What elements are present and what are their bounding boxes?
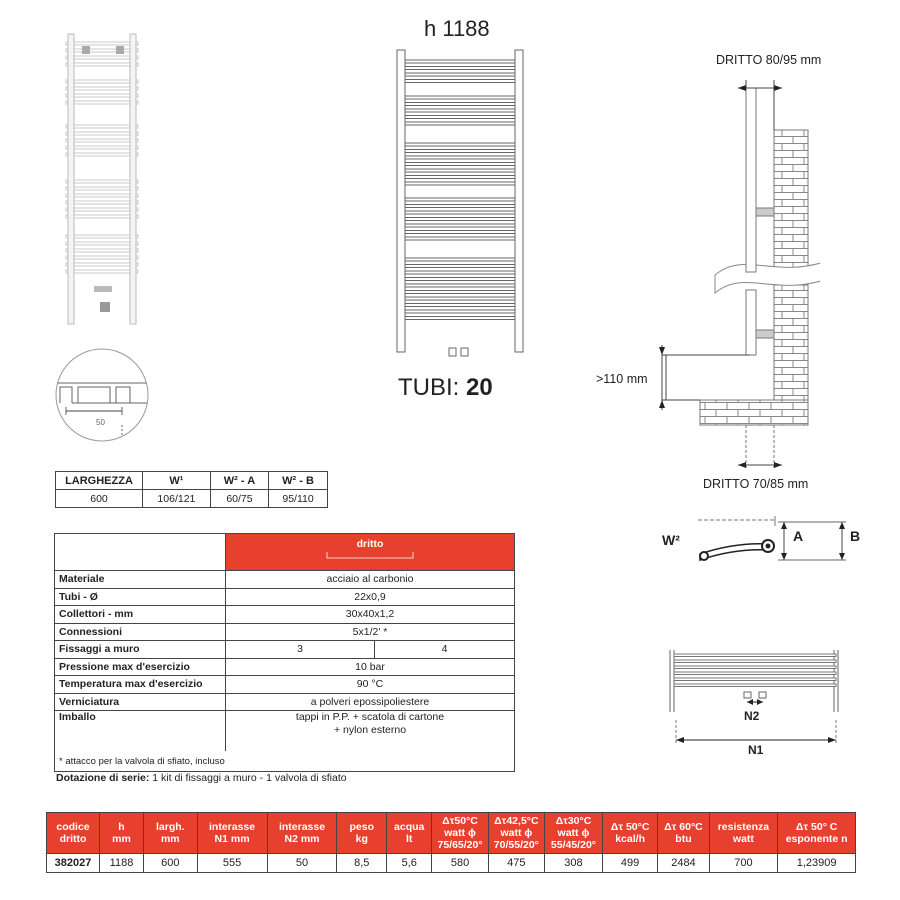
radiator-tube <box>405 297 515 300</box>
side-bottom-label: DRITTO 70/85 mm <box>703 477 809 491</box>
data-column-header-line: interasse <box>278 821 326 833</box>
data-column-header-line: acqua <box>394 821 425 833</box>
radiator-photo <box>60 30 150 330</box>
spec-value-line: + nylon esterno <box>333 724 407 736</box>
dims-cell: 106/121 <box>143 490 211 508</box>
data-column-header-line: Δτ42,5°C <box>494 815 539 827</box>
data-column-header-line: Δτ 60°C <box>664 821 703 833</box>
distance-label: >110 mm <box>596 372 648 386</box>
radiator-tube <box>405 198 515 201</box>
data-cell: 580 <box>432 854 488 873</box>
radiator-tube <box>66 87 138 90</box>
data-cell: 499 <box>602 854 657 873</box>
data-column-header-line: Δτ50°C <box>442 815 478 827</box>
dimensions-table <box>55 471 328 508</box>
data-column-header <box>602 813 657 854</box>
specs-header <box>226 534 515 571</box>
data-column-header <box>100 813 144 854</box>
spec-value: 90 °C <box>226 676 515 694</box>
radiator-tube <box>405 310 515 313</box>
data-column-header-line: 55/45/20° <box>550 839 596 851</box>
data-column-header-line: 70/55/20° <box>493 839 539 851</box>
radiator-tube <box>405 317 515 320</box>
spec-value-line: tappi in P.P. + scatola di cartone <box>295 711 445 723</box>
data-column-header <box>337 813 387 854</box>
data-column-header-line: watt ɸ <box>500 827 533 839</box>
data-column-header-line: mm <box>112 833 131 845</box>
data-cell: 382027 <box>47 854 100 873</box>
radiator-tube <box>66 153 138 156</box>
data-column-header <box>197 813 267 854</box>
data-cell: 1188 <box>100 854 144 873</box>
radiator-tube <box>66 132 138 135</box>
radiator-tube <box>405 304 515 307</box>
data-column-header-line: largh. <box>155 821 185 833</box>
data-cell: 600 <box>143 854 197 873</box>
data-cell: 700 <box>709 854 778 873</box>
radiator-tube <box>66 242 138 245</box>
radiator-tube <box>66 215 138 218</box>
n2-label: N2 <box>744 709 760 723</box>
side-section-diagram <box>650 80 820 475</box>
data-column-header-line: N2 mm <box>284 833 320 845</box>
radiator-tube <box>66 208 138 211</box>
radiator-tube <box>405 291 515 294</box>
data-cell: 8,5 <box>337 854 387 873</box>
data-column-header-line: watt ɸ <box>557 827 590 839</box>
radiator-tube <box>66 270 138 273</box>
spec-value: 3 <box>226 641 375 659</box>
radiator-tube <box>405 67 515 70</box>
tubes-label <box>398 374 493 402</box>
detail-circle <box>52 345 152 445</box>
radiator-tube <box>66 201 138 204</box>
side-top-label: DRITTO 80/95 mm <box>716 53 822 67</box>
w2-a-label: A <box>793 528 804 544</box>
radiator-tube <box>405 218 515 221</box>
radiator-tube <box>405 163 515 166</box>
dotazione-label: Dotazione di serie: <box>56 772 150 784</box>
radiator-tube <box>66 235 138 238</box>
data-cell: 5,6 <box>387 854 432 873</box>
radiator-tube <box>674 654 836 657</box>
spec-label: Materiale <box>55 571 226 589</box>
data-column-header <box>778 813 856 854</box>
data-column-header-line: kg <box>355 833 368 845</box>
dims-header: W² - B <box>269 472 328 490</box>
radiator-tube <box>405 156 515 159</box>
data-column-header-line: Δτ 50° C <box>795 821 838 833</box>
radiator-tube <box>405 60 515 63</box>
radiator-tube <box>66 63 138 66</box>
spec-value: acciaio al carbonio <box>226 571 515 589</box>
spec-value <box>226 711 515 752</box>
n1-label: N1 <box>748 743 764 757</box>
radiator-tube <box>405 122 515 125</box>
radiator-tube <box>405 80 515 83</box>
dims-cell: 60/75 <box>210 490 268 508</box>
radiator-tube <box>66 42 138 45</box>
dims-header: W² - A <box>210 472 268 490</box>
radiator-tube <box>66 263 138 266</box>
specs-header-label: dritto <box>356 538 384 550</box>
data-column-header <box>709 813 778 854</box>
data-column-header-line: Δτ 50°C <box>610 821 650 833</box>
radiator-tube <box>66 146 138 149</box>
radiator-tube <box>66 194 138 197</box>
data-column-header-line: kcal/h <box>615 833 645 845</box>
data-column-header <box>432 813 488 854</box>
radiator-tube <box>405 271 515 274</box>
data-column-header-line: 75/65/20° <box>437 839 483 851</box>
radiator-tube <box>66 180 138 183</box>
radiator-tube <box>674 666 836 669</box>
spec-label: Imballo <box>55 711 226 752</box>
spec-label: Connessioni <box>55 623 226 641</box>
dotazione-value: 1 kit di fissaggi a muro - 1 valvola di sfiato <box>149 772 347 784</box>
dims-cell: 600 <box>56 490 143 508</box>
data-column-header <box>488 813 544 854</box>
radiator-tube <box>674 678 836 681</box>
radiator-tube <box>405 109 515 112</box>
data-column-header-line: lt <box>406 833 413 845</box>
radiator-tube <box>674 684 836 687</box>
data-column-header <box>387 813 432 854</box>
straight-profile-icon <box>325 550 415 560</box>
data-column-header <box>658 813 709 854</box>
data-column-header-line: resistenza <box>717 821 770 833</box>
w2-b-label: B <box>850 528 861 544</box>
radiator-tube <box>405 265 515 268</box>
data-column-header-line: h <box>118 821 125 833</box>
data-column-header-line: mm <box>160 833 180 845</box>
radiator-tube <box>66 249 138 252</box>
radiator-tube <box>66 56 138 59</box>
data-cell: 308 <box>545 854 603 873</box>
radiator-tube <box>405 96 515 99</box>
data-column-header <box>47 813 100 854</box>
radiator-outline <box>395 48 525 358</box>
spec-value: 10 bar <box>226 658 515 676</box>
data-column-header <box>143 813 197 854</box>
radiator-tube <box>66 101 138 104</box>
data-cell: 1,23909 <box>778 854 856 873</box>
product-data-table <box>46 812 856 873</box>
tubes-count: 20 <box>466 374 493 401</box>
data-column-header-line: btu <box>675 833 692 845</box>
dims-header: LARGHEZZA <box>56 472 143 490</box>
radiator-tube <box>405 237 515 240</box>
radiator-tube <box>66 80 138 83</box>
data-column-header-line: dritto <box>59 833 87 845</box>
radiator-tube <box>405 284 515 287</box>
dims-cell: 95/110 <box>269 490 328 508</box>
spec-label: Fissaggi a muro <box>55 641 226 659</box>
radiator-tube <box>66 125 138 128</box>
radiator-tube <box>405 150 515 153</box>
data-column-header <box>545 813 603 854</box>
radiator-tube <box>66 256 138 259</box>
radiator-tube <box>405 143 515 146</box>
data-column-header-line: Δτ30°C <box>555 815 592 827</box>
radiator-tube <box>405 103 515 106</box>
w2-diagram <box>690 512 850 567</box>
data-cell: 475 <box>488 854 544 873</box>
dims-header: W¹ <box>143 472 211 490</box>
spec-value: a polveri epossipoliestere <box>226 693 515 711</box>
detail-pitch-label: 50 <box>96 418 105 427</box>
radiator-tube <box>674 672 836 675</box>
radiator-tube <box>405 169 515 172</box>
radiator-tube <box>66 94 138 97</box>
spec-value: 5x1/2' * <box>226 623 515 641</box>
radiator-tube <box>405 73 515 76</box>
data-cell: 2484 <box>658 854 709 873</box>
dotazione-text <box>56 772 347 784</box>
spec-label: Verniciatura <box>55 693 226 711</box>
data-cell: 50 <box>267 854 337 873</box>
spec-label: Collettori - mm <box>55 606 226 624</box>
data-column-header-line: watt ɸ <box>444 827 476 839</box>
radiator-tube <box>405 182 515 185</box>
spec-value: 4 <box>375 641 515 659</box>
radiator-tube <box>405 176 515 179</box>
data-column-header-line: interasse <box>209 821 256 833</box>
radiator-tube <box>405 231 515 234</box>
front-view-diagram <box>662 640 852 752</box>
radiator-tube <box>405 224 515 227</box>
spec-value: 22x0,9 <box>226 588 515 606</box>
radiator-tube <box>405 116 515 119</box>
radiator-tube <box>66 187 138 190</box>
radiator-tube <box>66 139 138 142</box>
specs-corner <box>55 534 226 571</box>
data-column-header-line: peso <box>349 821 375 833</box>
w2-label: W² <box>662 532 680 548</box>
spec-label: Temperatura max d'esercizio <box>55 676 226 694</box>
specs-note: * attacco per la valvola di sfiato, incluso <box>55 751 515 772</box>
radiator-tube <box>405 205 515 208</box>
data-column-header-line: codice <box>56 821 90 833</box>
spec-label: Tubi - Ø <box>55 588 226 606</box>
data-column-header <box>267 813 337 854</box>
tubes-label-text: TUBI: <box>398 374 467 401</box>
spec-label: Pressione max d'esercizio <box>55 658 226 676</box>
height-label: h 1188 <box>424 16 490 41</box>
data-column-header-line: N1 mm <box>214 833 250 845</box>
spec-value: 30x40x1,2 <box>226 606 515 624</box>
data-column-header-line: esponente n <box>785 833 848 845</box>
specs-table <box>54 533 515 772</box>
data-cell: 555 <box>197 854 267 873</box>
data-column-header-line: watt <box>732 833 754 845</box>
radiator-tube <box>405 258 515 261</box>
radiator-tube <box>66 49 138 52</box>
radiator-tube <box>405 278 515 281</box>
radiator-tube <box>405 211 515 214</box>
radiator-tube <box>674 660 836 663</box>
